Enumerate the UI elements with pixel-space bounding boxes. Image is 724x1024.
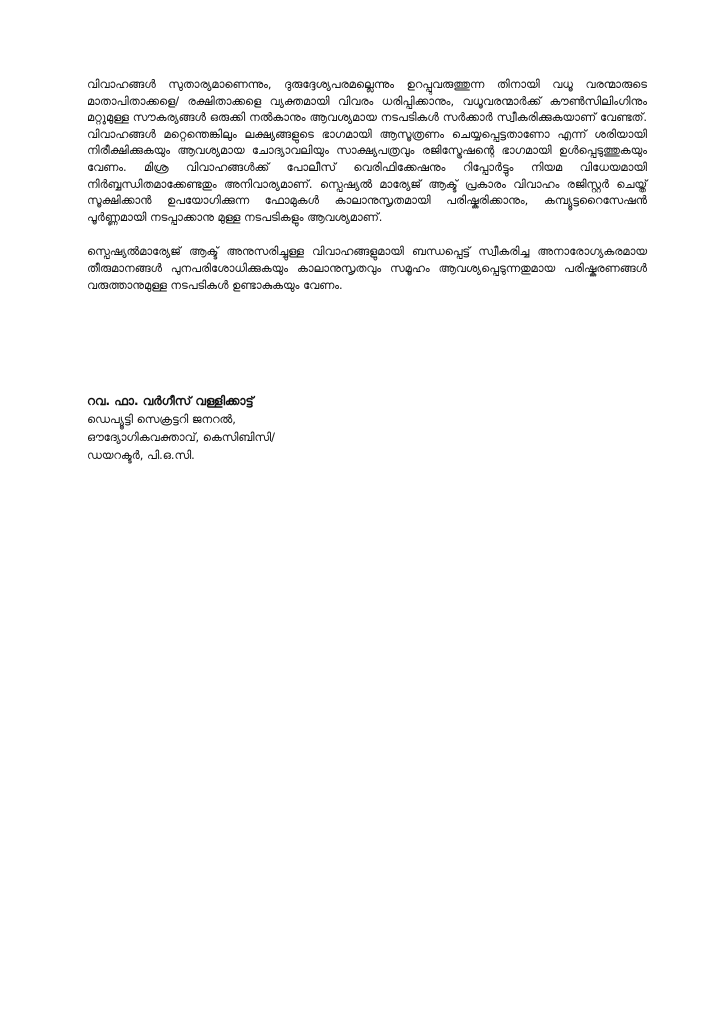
signatory-title-3: ഡയറക്ടർ, പി.ഒ.സി.: [87, 448, 195, 462]
signature-block: [87, 392, 507, 464]
document-body: [87, 76, 647, 293]
paragraph-1: വിവാഹങ്ങൾ സുതാര്യമാണെന്നും, ദുരുദ്ദേശ്യപരമല്ലെന്നും ഉറപ്പുവരുത്തുന്ന തിനായി വധൂ വരന്മാരുടെ മാതാപിതാക്കളെ/ രക്ഷിതാക്കളെ വ്യക്തമായി വിവരം ധരിപ്പിക്കാനും, വധൂവരന്മാർക്ക് കൗൺസിലിംഗിനും മറ്റുമുള്ള സൗകര്യങ്ങൾ ഒരുക്കി നൽകാനും ആവശ്യമായ നടപടികൾ സർക്കാർ സ്വീകരിക്കുകയാണ് വേണ്ടത്. വിവാഹങ്ങൾ മറ്റെന്തെങ്കിലും ലക്ഷ്യങ്ങളുടെ ഭാഗമായി ആസൂത്രണം ചെയ്യപ്പെട്ടതാണോ എന്ന് ശരിയായി നിരീക്ഷിക്കുകയും ആവശ്യമായ ചോദ്യാവലിയും സാക്ഷ്യപത്രവും രജിസ്ട്രേഷന്റെ ഭാഗമായി ഉൾപ്പെടുത്തുകയും വേണം. മിശ്ര വിവാഹങ്ങൾക്ക് പോലീസ് വെരിഫിക്കേഷനും റിപ്പോർട്ടും നിയമ വിധേയമായി നിർബ്ബന്ധിതമാക്കേണ്ടതും അനിവാര്യമാണ്. സ്പെഷ്യൽ മാര്യേജ് ആക്ട് പ്രകാരം വിവാഹം രജിസ്റ്റർ ചെയ്ത് സൂക്ഷിക്കാൻ ഉപയോഗിക്കുന്ന ഫോമുകൾ കാലാനുസൃതമായി പരിഷ്കരിക്കാനും, കമ്പ്യൂട്ടറൈസേഷൻ പൂർണ്ണമായി നടപ്പാക്കാനു മുള്ള നടപടികളും ആവശ്യമാണ്.: [87, 77, 647, 224]
signatory-title-1: ഡെപ്യൂട്ടി സെക്രട്ടറി ജനറൽ,: [87, 412, 236, 426]
paragraph-2: സ്പെഷ്യൽമാര്യേജ് ആക്ട് അനുസരിച്ചുള്ള വിവാഹങ്ങളുമായി ബന്ധപ്പെട്ട് സ്വീകരിച്ച അനാരോഗ്യകരമായ തീരുമാനങ്ങൾ പുനപരിശോധിക്കുകയും കാലാനുസൃതവും സമൂഹം ആവശ്യപ്പെടുന്നതുമായ പരിഷ്കരണങ്ങൾ വരുത്താനുമുള്ള നടപടികൾ ഉണ്ടാകുകയും വേണം.: [87, 244, 647, 292]
signatory-name: റവ. ഫാ. വർഗീസ് വള്ളിക്കാട്ട്: [87, 394, 254, 408]
signatory-title-2: ഔദ്യോഗികവക്താവ്, കെസിബിസി/: [87, 430, 275, 444]
